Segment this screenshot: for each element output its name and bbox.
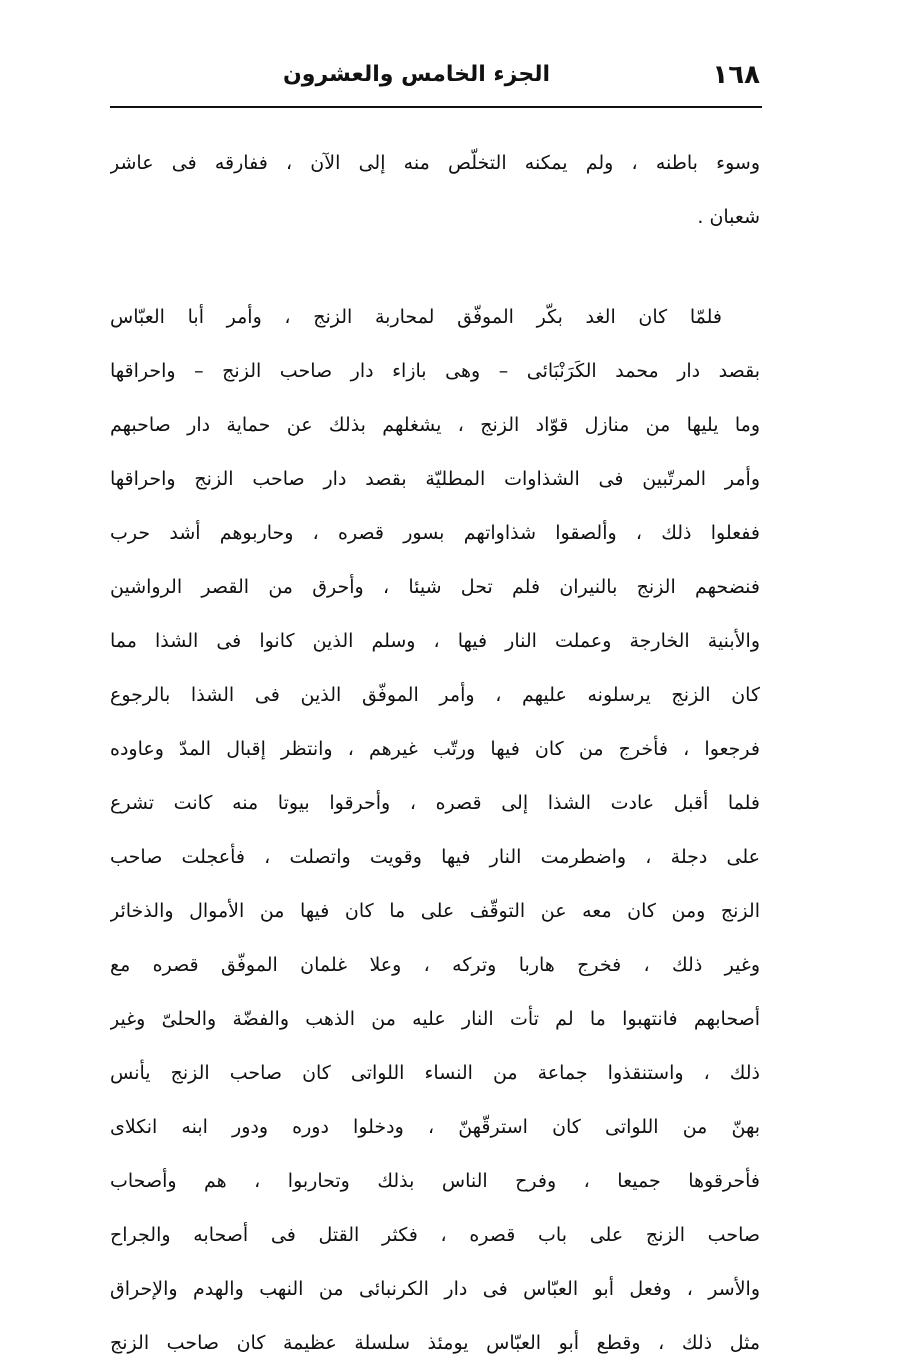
text-line: بقصد دار محمد الكَرَنْبَائى – وهى بازاء دار صاحب الزنج – واحراقها: [110, 360, 760, 382]
header-divider: [110, 106, 762, 108]
text-line: كان الزنج يرسلونه عليهم ، وأمر الموفّق الذين فى الشذا بالرجوع: [110, 684, 760, 706]
page-number: ١٦٨: [712, 60, 760, 90]
text-line: فلمّا كان الغد بكّر الموفّق لمحاربة الزنج ، وأمر أبا العبّاس: [110, 306, 722, 328]
text-line: شعبان .: [697, 206, 760, 228]
text-line: وأمر المرتّبين فى الشذاوات المطليّة بقصد دار صاحب الزنج واحراقها: [110, 468, 760, 490]
text-line: أصحابهم فانتهبوا ما لم تأت النار عليه من الذهب والفضّة والحلىّ وغير: [110, 1008, 760, 1030]
text-line: فرجعوا ، فأخرج من كان فيها ورتّب غيرهم ، وانتظر إقبال المدّ وعاوده: [110, 738, 760, 760]
body-text: [110, 136, 760, 1370]
text-line: فأحرقوها جميعا ، وفرح الناس بذلك وتحاربوا ، هم وأصحاب: [110, 1170, 760, 1192]
text-line: صاحب الزنج على باب قصره ، فكثر القتل فى أصحابه والجراح: [110, 1224, 760, 1246]
text-line: وسوء باطنه ، ولم يمكنه التخلّص منه إلى الآن ، ففارقه فى عاشر: [110, 152, 760, 174]
paragraph: [110, 290, 760, 1370]
text-line: وغير ذلك ، فخرج هاربا وتركه ، وعلا غلمان الموفّق قصره مع: [110, 954, 760, 976]
text-line: مثل ذلك ، وقطع أبو العبّاس يومئذ سلسلة عظيمة كان صاحب الزنج: [110, 1332, 760, 1354]
text-line: الزنج ومن كان معه عن التوقّف على ما كان فيها من الأموال والذخائر: [110, 900, 760, 922]
text-line: فنضحهم الزنج بالنيران فلم تحل شيئا ، وأحرق من القصر الرواشين: [110, 576, 760, 598]
text-line: والأبنية الخارجة وعملت النار فيها ، وسلم الذين كانوا فى الشذا مما: [110, 630, 760, 652]
text-line: ففعلوا ذلك ، وألصقوا شذاواتهم بسور قصره ، وحاربوهم أشد حرب: [110, 522, 760, 544]
running-title: الجزء الخامس والعشرون: [283, 62, 550, 87]
text-line: والأسر ، وفعل أبو العبّاس فى دار الكرنبائى من النهب والهدم والإحراق: [110, 1278, 760, 1300]
text-line: فلما أقبل عادت الشذا إلى قصره ، وأحرقوا بيوتا منه كانت تشرع: [110, 792, 760, 814]
text-line: بهنّ من اللواتى كان استرقّهنّ ، ودخلوا دوره ودور ابنه انكلاى: [110, 1116, 760, 1138]
text-line: ذلك ، واستنقذوا جماعة من النساء اللواتى كان صاحب الزنج يأنس: [110, 1062, 760, 1084]
text-line: على دجلة ، واضطرمت النار فيها وقويت واتصلت ، فأعجلت صاحب: [110, 846, 760, 868]
paragraph: [110, 136, 760, 244]
page-header: [110, 58, 760, 104]
text-line: وما يليها من منازل قوّاد الزنج ، يشغلهم بذلك عن حماية دار صاحبهم: [110, 414, 760, 436]
